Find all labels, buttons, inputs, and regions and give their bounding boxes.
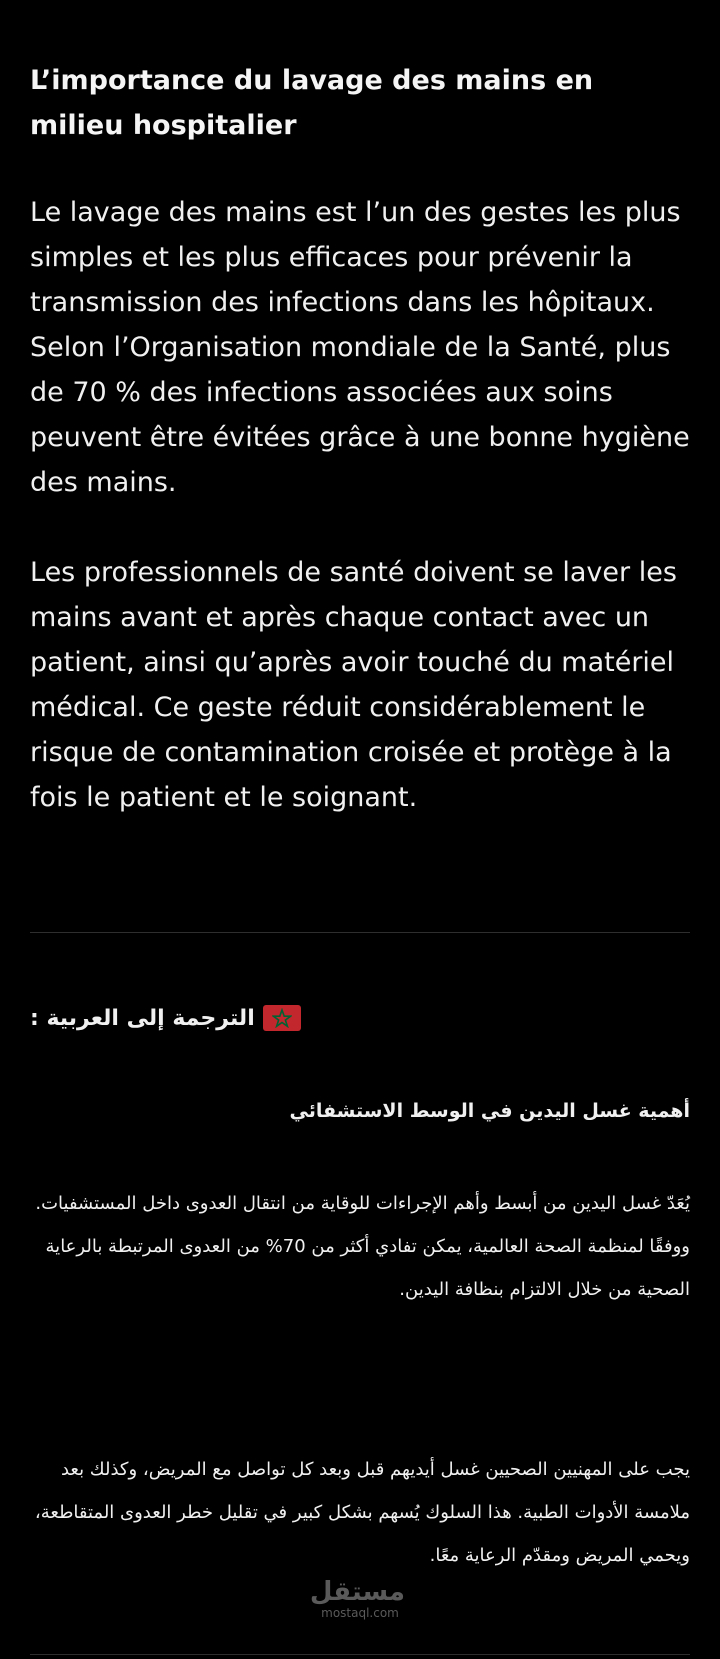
translation-heading-text: الترجمة إلى العربية : — [30, 1005, 255, 1031]
article-paragraph-2: Les professionnels de santé doivent se laver les mains avant et après chaque contact avec un patient, ainsi qu’après avoir touché du matériel médical. Ce geste réduit considérablement le risque de contamination croisée et protège à la fois le patient et le soignant. — [30, 557, 677, 813]
article-paragraph-1: Le lavage des mains est l’un des gestes les plus simples et les plus efficaces pour prévenir la transmission des infections dans les hôpitaux. Selon l’Organisation mondiale de la Santé, plus de 70 % des infections associées aux soins peuvent être évitées grâce à une bonne hygiène des mains. — [30, 197, 690, 498]
section-divider — [30, 932, 690, 933]
morocco-flag-icon — [263, 1005, 301, 1031]
translation-paragraph-2: يجب على المهنيين الصحيين غسل أيديهم قبل وبعد كل تواصل مع المريض، وكذلك بعد ملامسة الأدوات الطبية. هذا السلوك يُسهم بشكل كبير في تقليل خطر العدوى المتقاطعة، ويحمي المريض ومقدّم الرعاية معًا. — [34, 1459, 690, 1566]
article-title: L’importance du lavage des mains en milieu hospitalier — [30, 65, 594, 141]
translation-heading — [30, 1005, 690, 1031]
watermark-logo: مستقل — [309, 1577, 405, 1607]
watermark-domain: mostaql.com — [321, 1606, 399, 1620]
translation-paragraph-1: يُعَدّ غسل اليدين من أبسط وأهم الإجراءات للوقاية من انتقال العدوى داخل المستشفيات. ووفقًا لمنظمة الصحة العالمية، يمكن تفادي أكثر من 70% من العدوى المرتبطة بالرعاية الصحية من خلال الالتزام بنظافة اليدين. — [35, 1193, 690, 1300]
mostaql-watermark — [309, 1577, 405, 1620]
translation-title: أهمية غسل اليدين في الوسط الاستشفائي — [289, 1100, 690, 1122]
bottom-divider — [30, 1654, 690, 1655]
